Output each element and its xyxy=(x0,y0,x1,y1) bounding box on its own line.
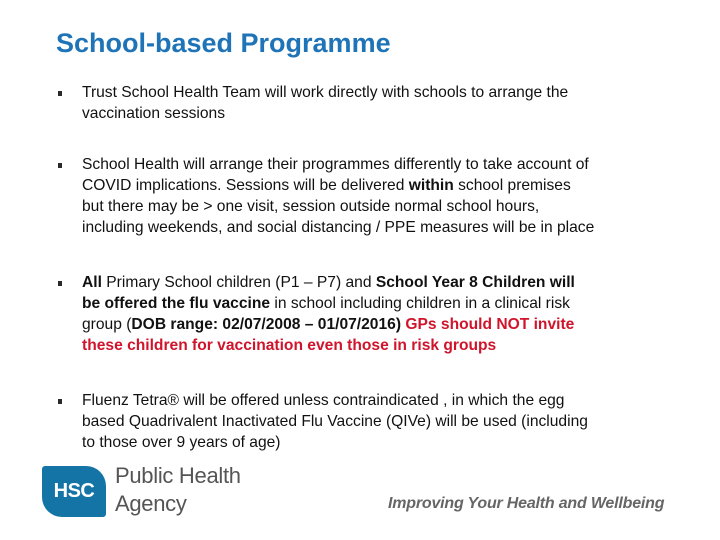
bullet-line xyxy=(82,390,682,411)
bullet-run: Primary School children (P1 – P7) and xyxy=(101,274,376,291)
bullet-run: but there may be > one visit, session outside normal school hours, xyxy=(82,198,540,215)
bullet-line xyxy=(82,272,682,293)
bullet-run: Fluenz Tetra® will be offered unless contraindicated , in which the egg xyxy=(82,392,565,409)
bullet-run: vaccination sessions xyxy=(82,105,226,122)
hsc-logo xyxy=(42,466,106,517)
bullet-run: Trust School Health Team will work directly with schools to arrange the xyxy=(82,84,569,101)
bullet-line xyxy=(82,314,682,335)
bullet-line xyxy=(82,196,682,217)
bullet-line xyxy=(82,175,682,196)
bullet-run: including weekends, and social distancing / PPE measures will be in place xyxy=(82,219,595,236)
bullet-line xyxy=(82,103,682,124)
bullet-run: COVID implications. Sessions will be delivered xyxy=(82,177,409,194)
bullet-emphasis-text: these children for vaccination even those in risk groups xyxy=(82,337,497,354)
bullet-marker xyxy=(58,399,62,404)
bullet-line xyxy=(82,335,682,356)
bullet-run: group ( xyxy=(82,316,132,333)
bullet-text xyxy=(82,154,682,238)
bullet-line xyxy=(82,82,682,103)
bullet-text xyxy=(82,390,682,453)
bullet-run: in school including children in a clinical risk xyxy=(270,295,570,312)
bullet-run: School Health will arrange their programmes differently to take account of xyxy=(82,156,589,173)
bullet-run: school premises xyxy=(453,177,571,194)
bullet-marker xyxy=(58,91,62,96)
bullet-line xyxy=(82,217,682,238)
bullet-run: based Quadrivalent Inactivated Flu Vaccine (QIVe) will be used (including xyxy=(82,413,588,430)
bullet-line xyxy=(82,293,682,314)
bullet-line xyxy=(82,154,682,175)
bullet-text xyxy=(82,82,682,124)
bullet-text xyxy=(82,272,682,356)
tagline: Improving Your Health and Wellbeing xyxy=(388,495,665,512)
hsc-logo-text: HSC xyxy=(53,480,95,502)
bullet-run: within xyxy=(408,177,454,194)
bullet-run: School Year 8 Children will xyxy=(375,274,575,291)
bullet-marker xyxy=(58,281,62,286)
bullet-line xyxy=(82,432,682,453)
bullet-run: to those over 9 years of age) xyxy=(82,434,281,451)
slide-title: School-based Programme xyxy=(56,28,391,58)
bullet-run: DOB range: 02/07/2008 – 01/07/2016) xyxy=(131,316,402,333)
bullet-line xyxy=(82,411,682,432)
bullet-emphasis-text: GPs should NOT invite xyxy=(405,316,575,333)
agency-name-line1: Public Health xyxy=(115,463,241,488)
bullet-marker xyxy=(58,163,62,168)
agency-name-line2: Agency xyxy=(115,491,187,516)
bullet-run: All xyxy=(82,274,102,291)
bullet-run: be offered the flu vaccine xyxy=(82,295,271,312)
